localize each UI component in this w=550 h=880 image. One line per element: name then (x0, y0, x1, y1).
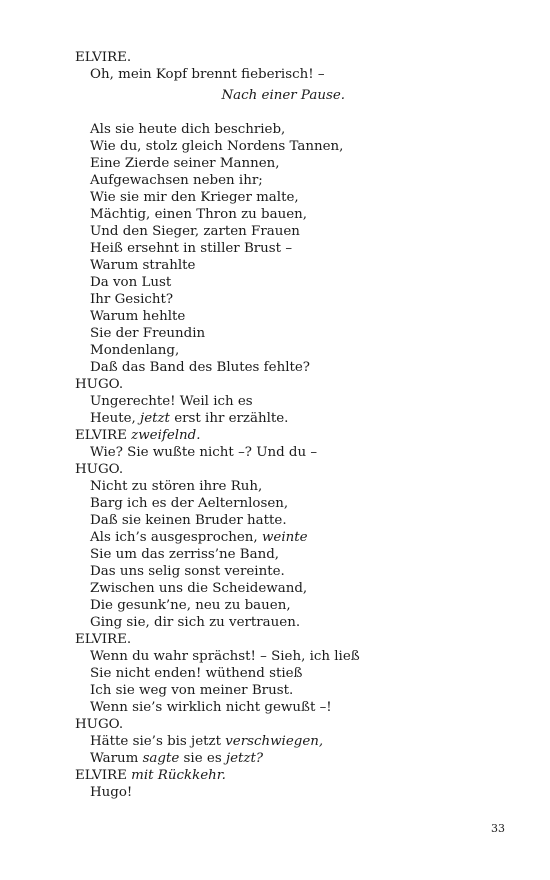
verse-line: Wie du, stolz gleich Nordens Tannen, (90, 139, 344, 154)
verse-line: Oh, mein Kopf brennt fieberisch! – (90, 67, 325, 82)
stage-direction: mit Rückkehr. (131, 768, 226, 783)
verse-line: Wenn sie’s wirklich nicht gewußt –! (90, 700, 332, 715)
speaker-label: ELVIRE. (75, 632, 132, 647)
verse-line: Daß das Band des Blutes fehlte? (90, 360, 310, 375)
verse-line: Das uns selig sonst vereinte. (90, 564, 285, 579)
verse-line: Ungerechte! Weil ich es (90, 394, 253, 409)
verse-line: Da von Lust (90, 275, 172, 290)
stage-direction: Nach einer Pause. (221, 88, 345, 103)
verse-line: Daß sie keinen Bruder hatte. (90, 513, 287, 528)
emphasis: jetzt? (225, 751, 264, 766)
speaker-label: ELVIRE. (75, 50, 132, 65)
verse-line: Heute, jetzt erst ihr erzählte. (90, 411, 289, 426)
emphasis: sagte (142, 751, 180, 766)
speaker-label: HUGO. (75, 462, 124, 477)
verse-line: Wie sie mir den Krieger malte, (90, 190, 299, 205)
verse-line: Sie der Freundin (90, 326, 206, 341)
verse-line: Barg ich es der Aelternlosen, (90, 496, 289, 511)
verse-line: Als ich’s ausgesprochen, weinte (90, 530, 308, 545)
verse-line: Sie nicht enden! wüthend stieß (90, 666, 303, 681)
text-block (75, 49, 360, 801)
verse-line: Hugo! (90, 785, 133, 800)
verse-line: Wie? Sie wußte nicht –? Und du – (90, 445, 318, 460)
speaker-label: ELVIRE zweifelnd. (75, 428, 201, 443)
verse-line: Als sie heute dich beschrieb, (90, 122, 286, 137)
verse-line: Ging sie, dir sich zu vertrauen. (90, 615, 301, 630)
verse-line: Die gesunk’ne, neu zu bauen, (90, 598, 291, 613)
verse-line: Mondenlang, (90, 343, 180, 358)
blank-line (75, 104, 355, 121)
speaker-label: HUGO. (75, 377, 124, 392)
verse-line: Hätte sie’s bis jetzt verschwiegen, (90, 734, 324, 749)
emphasis: jetzt (140, 411, 170, 426)
verse-line: Zwischen uns die Scheidewand, (90, 581, 308, 596)
verse-line: Eine Zierde seiner Mannen, (90, 156, 280, 171)
verse-line: Ich sie weg von meiner Brust. (90, 683, 294, 698)
verse-line: Heiß ersehnt in stiller Brust – (90, 241, 293, 256)
verse-line: Nicht zu stören ihre Ruh, (90, 479, 263, 494)
speaker-label: ELVIRE mit Rückkehr. (75, 768, 226, 783)
verse-line: Wenn du wahr sprächst! – Sieh, ich ließ (90, 649, 360, 664)
verse-line: Warum strahlte (90, 258, 196, 273)
verse-line: Mächtig, einen Thron zu bauen, (90, 207, 308, 222)
verse-line: Aufgewachsen neben ihr; (90, 173, 263, 188)
page-number: 33 (491, 822, 505, 835)
verse-line: Warum hehlte (90, 309, 186, 324)
speaker-label: HUGO. (75, 717, 124, 732)
stage-direction: zweifelnd. (131, 428, 201, 443)
emphasis: verschwiegen, (225, 734, 324, 749)
verse-line: Sie um das zerriss’ne Band, (90, 547, 280, 562)
verse-line: Warum sagte sie es jetzt? (90, 751, 264, 766)
verse-line: Und den Sieger, zarten Frauen (90, 224, 300, 239)
verse-line: Ihr Gesicht? (90, 292, 174, 307)
emphasis: weinte (261, 530, 308, 545)
